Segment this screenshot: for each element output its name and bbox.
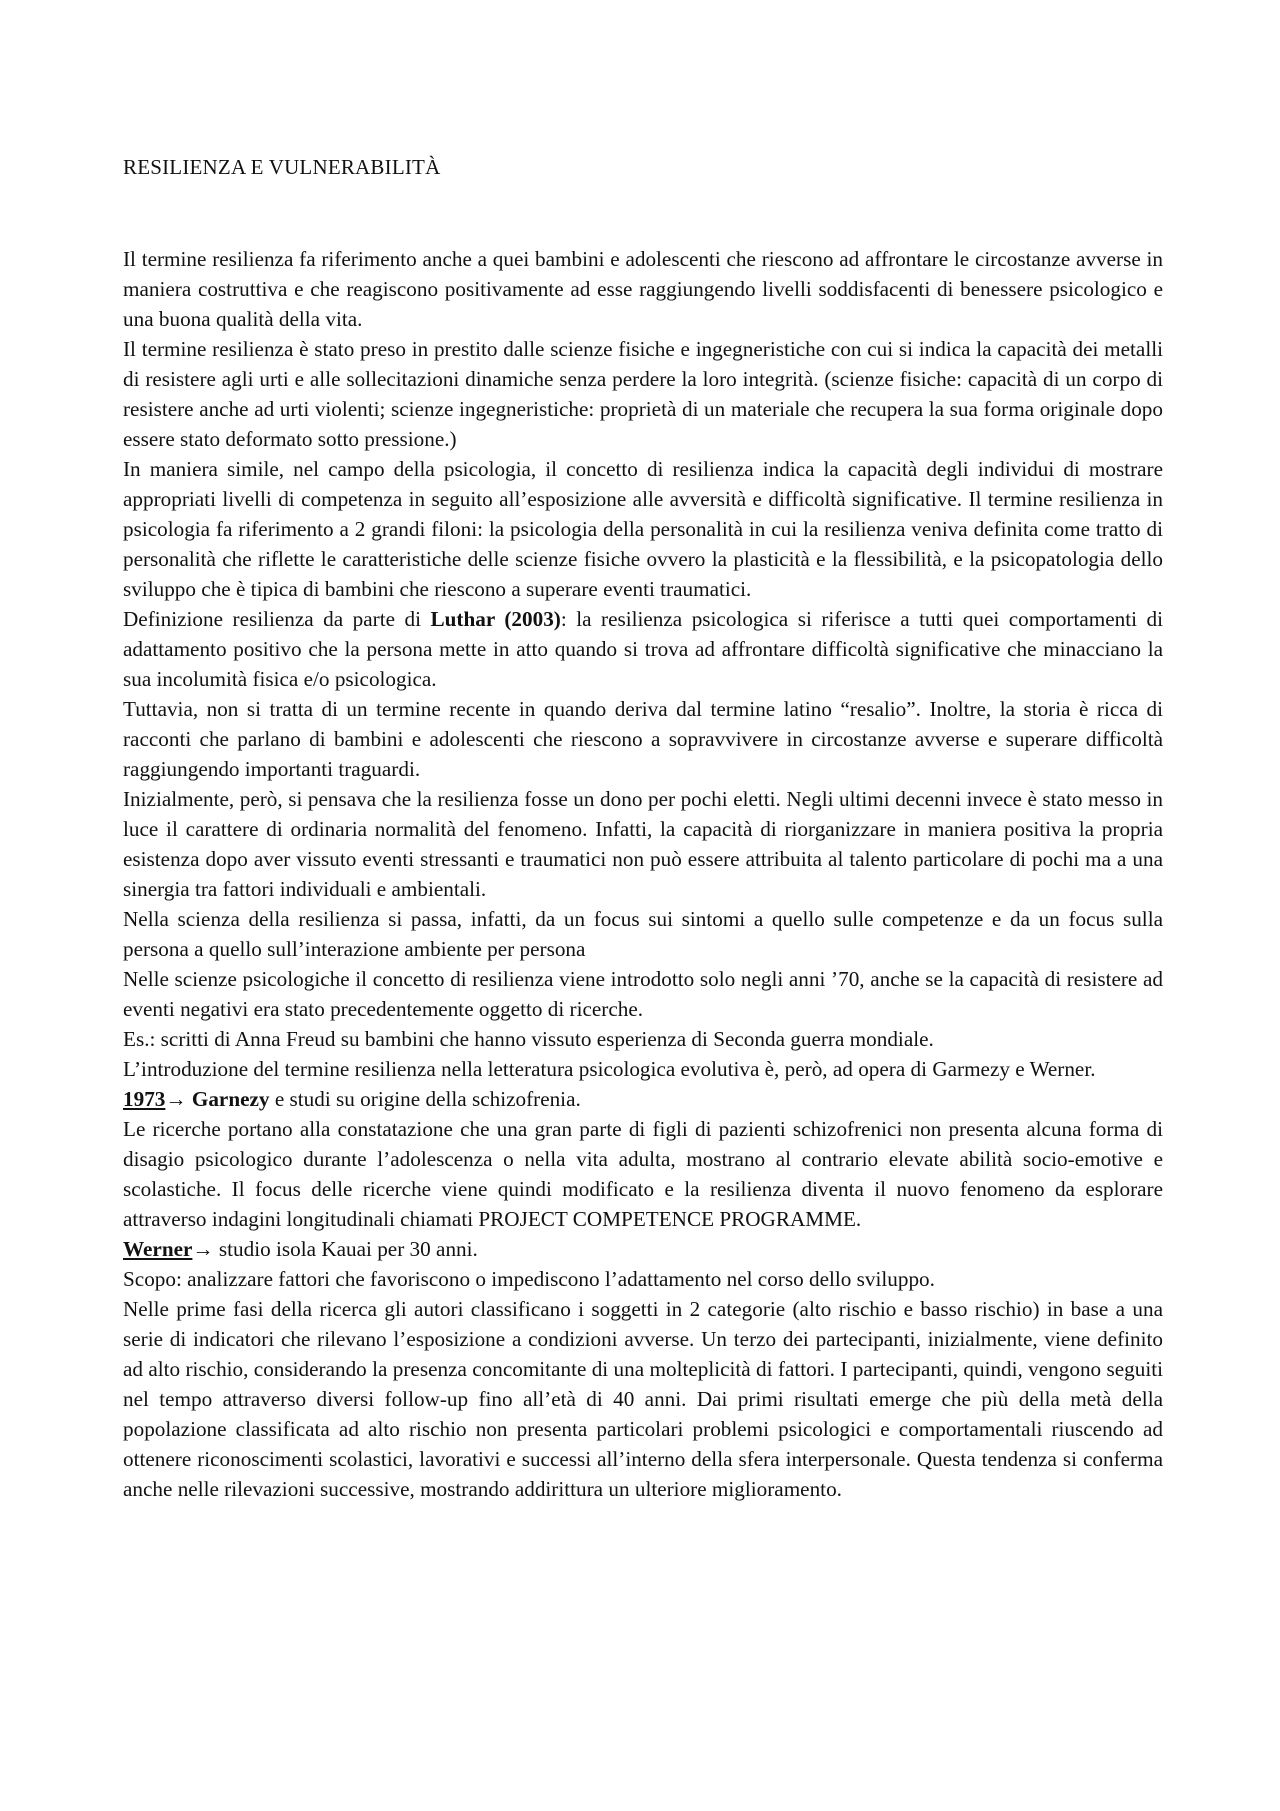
luthar-definition: : la resilienza psicologica si riferisce a tutti quei comportamenti di adattamento positivo che la persona mette in atto quando si trova ad affrontare difficoltà significative che minacciano la sua incolumità fisica e/o psicologica.	[123, 607, 1163, 691]
page-title: RESILIENZA E VULNERABILITÀ	[123, 155, 441, 179]
werner-name: Werner	[123, 1237, 193, 1261]
garnezy-topic: e studi su origine della schizofrenia.	[269, 1087, 581, 1111]
paragraph-luthar	[123, 604, 1163, 694]
paragraph: Inizialmente, però, si pensava che la resilienza fosse un dono per pochi eletti. Negli ultimi decenni invece è stato messo in luce il carattere di ordinaria normalità del fenomeno. Infatti, la capacità di riorganizzare in maniera positiva la propria esistenza dopo aver vissuto eventi stressanti e traumatici non può essere attribuita al talento particolare di pochi ma a una sinergia tra fattori individuali e ambientali.	[123, 787, 1163, 901]
luthar-intro: Definizione resilienza da parte di	[123, 607, 431, 631]
paragraph: Nella scienza della resilienza si passa, infatti, da un focus sui sintomi a quello sulle competenze e da un focus sulla persona a quello sull’interazione ambiente per persona	[123, 907, 1163, 961]
paragraph: Scopo: analizzare fattori che favoriscono o impediscono l’adattamento nel corso dello sviluppo.	[123, 1267, 935, 1291]
paragraph-werner	[123, 1234, 1163, 1264]
paragraph: Nelle prime fasi della ricerca gli autori classificano i soggetti in 2 categorie (alto rischio e basso rischio) in base a una serie di indicatori che rilevano l’esposizione a condizioni avverse. Un terzo dei partecipanti, inizialmente, viene definito ad alto rischio, considerando la presenza concomitante di una molteplicità di fattori. I partecipanti, quindi, vengono seguiti nel tempo attraverso diversi follow-up fino all’età di 40 anni. Dai primi risultati emerge che più della metà della popolazione classificata ad alto rischio non presenta particolari problemi psicologici e comportamentali riuscendo ad ottenere riconoscimenti scolastici, lavorativi e successi all’interno della sfera interpersonale. Questa tendenza si conferma anche nelle rilevazioni successive, mostrando addirittura un ulteriore miglioramento.	[123, 1297, 1163, 1501]
garnezy-name: Garnezy	[191, 1087, 270, 1111]
paragraph-garnezy	[123, 1084, 1163, 1114]
paragraph: Le ricerche portano alla constatazione che una gran parte di figli di pazienti schizofrenici non presenta alcuna forma di disagio psicologico durante l’adolescenza o nella vita adulta, mostrano al contrario elevate abilità socio-emotive e scolastiche. Il focus delle ricerche viene quindi modificato e la resilienza diventa il nuovo fenomeno da esplorare attraverso indagini longitudinali chiamati PROJECT COMPETENCE PROGRAMME.	[123, 1117, 1163, 1231]
document-body	[123, 244, 1163, 1504]
paragraph: Tuttavia, non si tratta di un termine recente in quando deriva dal termine latino “resalio”. Inoltre, la storia è ricca di racconti che parlano di bambini e adolescenti che riescono a sopravvivere in circostanze avverse e superare difficoltà raggiungendo importanti traguardi.	[123, 697, 1163, 781]
paragraph: Nelle scienze psicologiche il concetto di resilienza viene introdotto solo negli anni ’70, anche se la capacità di resistere ad eventi negativi era stato precedentemente oggetto di ricerche.	[123, 967, 1163, 1021]
paragraph: Il termine resilienza fa riferimento anche a quei bambini e adolescenti che riescono ad affrontare le circostanze avverse in maniera costruttiva e che reagiscono positivamente ad esse raggiungendo livelli soddisfacenti di benessere psicologico e una buona qualità della vita.	[123, 247, 1163, 331]
arrow-icon: →	[192, 1237, 214, 1261]
paragraph: In maniera simile, nel campo della psicologia, il concetto di resilienza indica la capacità degli individui di mostrare appropriati livelli di competenza in seguito all’esposizione alle avversità e difficoltà significative. Il termine resilienza in psicologia fa riferimento a 2 grandi filoni: la psicologia della personalità in cui la resilienza veniva definita come tratto di personalità che riflette le caratteristiche delle scienze fisiche ovvero la plasticità e la flessibilità, e la psicopatologia dello sviluppo che è tipica di bambini che riescono a superare eventi traumatici.	[123, 457, 1163, 601]
arrow-icon: →	[165, 1087, 187, 1111]
werner-topic: studio isola Kauai per 30 anni.	[213, 1237, 478, 1261]
luthar-citation: Luthar (2003)	[430, 607, 561, 631]
paragraph: Es.: scritti di Anna Freud su bambini che hanno vissuto esperienza di Seconda guerra mondiale.	[123, 1027, 934, 1051]
garnezy-year: 1973	[123, 1087, 166, 1111]
paragraph: Il termine resilienza è stato preso in prestito dalle scienze fisiche e ingegneristiche con cui si indica la capacità dei metalli di resistere agli urti e alle sollecitazioni dinamiche senza perdere la loro integrità. (scienze fisiche: capacità di un corpo di resistere anche ad urti violenti; scienze ingegneristiche: proprietà di un materiale che recupera la sua forma originale dopo essere stato deformato sotto pressione.)	[123, 337, 1163, 451]
paragraph: L’introduzione del termine resilienza nella letteratura psicologica evolutiva è, però, ad opera di Garmezy e Werner.	[123, 1057, 1096, 1081]
